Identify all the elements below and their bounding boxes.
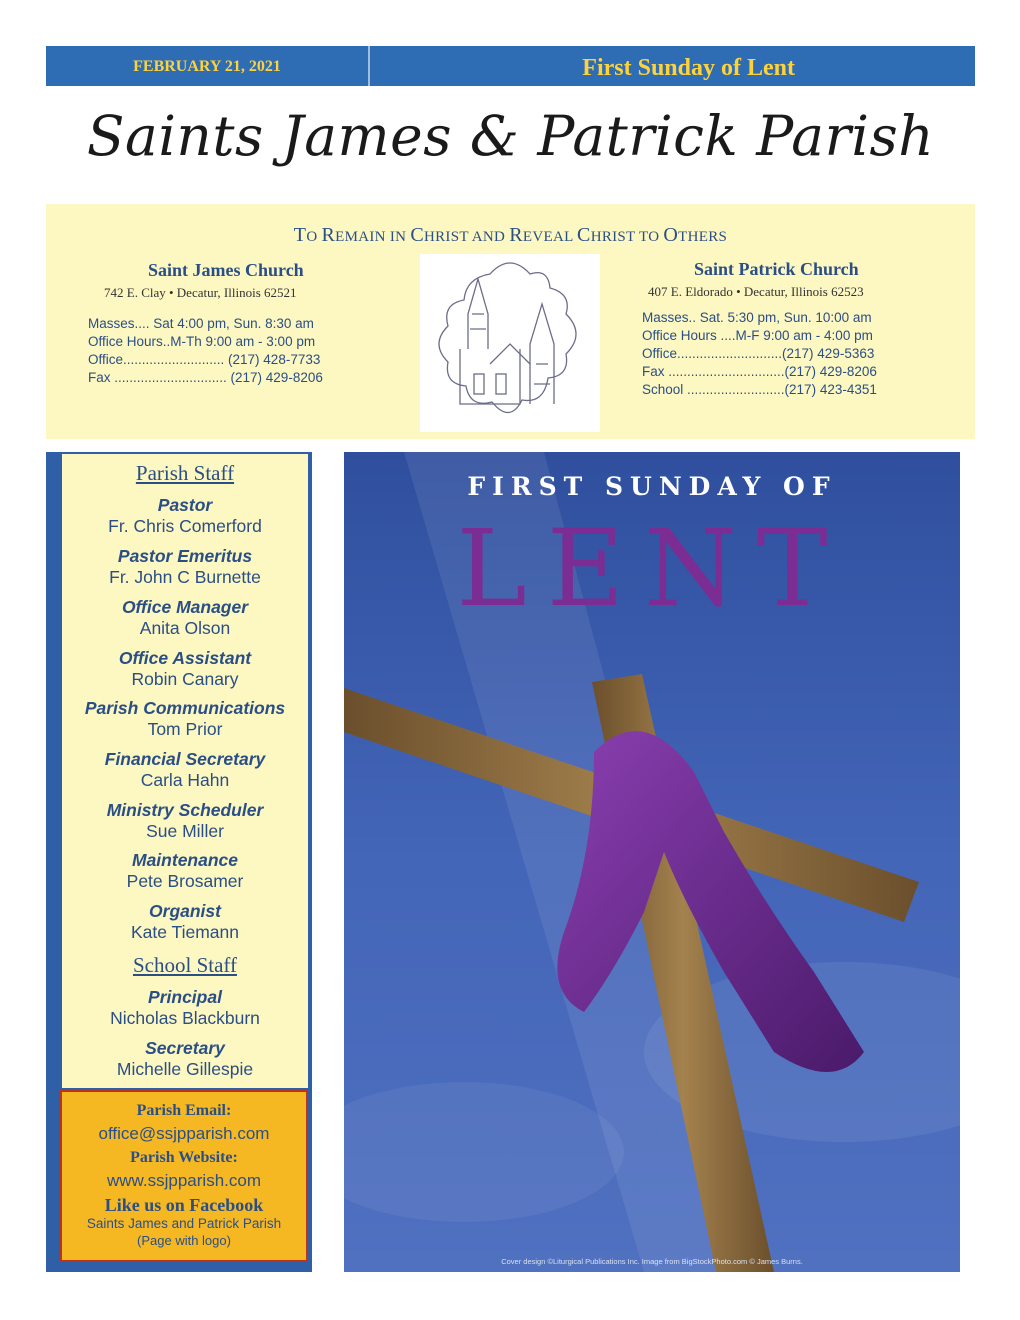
staff-name: Anita Olson	[139, 618, 231, 638]
parish-logo	[420, 254, 600, 432]
staff-name: Robin Canary	[131, 669, 239, 689]
st-james-name: Saint James Church	[148, 260, 304, 280]
st-james-address: 742 E. Clay • Decatur, Illinois 62521	[104, 285, 297, 300]
staff-name: Kate Tiemann	[131, 922, 239, 942]
staff-role: Parish Communications	[84, 698, 286, 718]
staff-role: Pastor Emeritus	[117, 546, 253, 566]
staff-role: Financial Secretary	[104, 749, 266, 769]
staff-name: Fr. Chris Comerford	[108, 516, 262, 536]
contact-box	[60, 1090, 308, 1262]
cover-lent-word: LENT	[456, 507, 848, 630]
staff-role: Organist	[149, 901, 221, 921]
staff-role: Office Assistant	[118, 648, 252, 668]
st-james-schedule: Masses.... Sat 4:00 pm, Sun. 8:30 am Office Hours..M-Th 9:00 am - 3:00 pm Office........................... (217) 428-7733 Fax .............................. (217) 429-8206	[88, 316, 323, 385]
staff-role: Office Manager	[121, 597, 249, 617]
parish-title: Saints James & Patrick Parish	[86, 104, 935, 168]
school-staff-heading: School Staff	[132, 953, 238, 977]
st-patrick-address: 407 E. Eldorado • Decatur, Illinois 62523	[648, 284, 864, 299]
staff-name: Carla Hahn	[140, 770, 230, 790]
parish-staff-heading: Parish Staff	[135, 461, 235, 485]
staff-role: Pastor	[157, 495, 213, 515]
staff-name: Nicholas Blackburn	[110, 1008, 260, 1028]
cover-image	[344, 452, 960, 1272]
staff-role: Ministry Scheduler	[106, 800, 264, 820]
issue-date: FEBRUARY 21, 2021	[133, 58, 281, 75]
cover-heading: FIRST SUNDAY OF	[467, 472, 837, 501]
website-label: Parish Website:	[130, 1149, 238, 1166]
staff-role: Secretary	[145, 1038, 225, 1058]
staff-name: Sue Miller	[146, 821, 224, 841]
st-patrick-name: Saint Patrick Church	[694, 259, 859, 279]
staff-name: Tom Prior	[147, 719, 223, 739]
parish-website-link[interactable]: www.ssjpparish.com	[107, 1171, 261, 1190]
staff-name: Pete Brosamer	[126, 871, 244, 891]
parish-email-link[interactable]: office@ssjpparish.com	[98, 1124, 270, 1143]
staff-name: Fr. John C Burnette	[109, 567, 261, 587]
mission-statement: TO REMAIN IN CHRIST AND REVEAL CHRIST TO OTHERS	[293, 224, 728, 246]
date-banner	[46, 46, 975, 86]
facebook-note: (Page with logo)	[137, 1233, 231, 1248]
facebook-page-link[interactable]: Saints James and Patrick Parish	[86, 1216, 282, 1231]
staff-role: Principal	[148, 987, 222, 1007]
st-patrick-schedule: Masses.. Sat. 5:30 pm, Sun. 10:00 am Office Hours ....M-F 9:00 am - 4:00 pm Office............................(217) 429-5363 Fax ...............................(217) 429-8206 School ..........................(217) 423-4351	[642, 310, 877, 397]
staff-name: Michelle Gillespie	[116, 1059, 254, 1079]
liturgical-occasion: First Sunday of Lent	[582, 55, 795, 81]
cover-credit: Cover design ©Liturgical Publications Inc. Image from BigStockPhoto.com © James Burns.	[501, 1257, 803, 1266]
churches-logo-icon	[420, 254, 600, 432]
facebook-label: Like us on Facebook	[104, 1195, 264, 1215]
staff-role: Maintenance	[132, 850, 238, 870]
email-label: Parish Email:	[136, 1102, 232, 1119]
